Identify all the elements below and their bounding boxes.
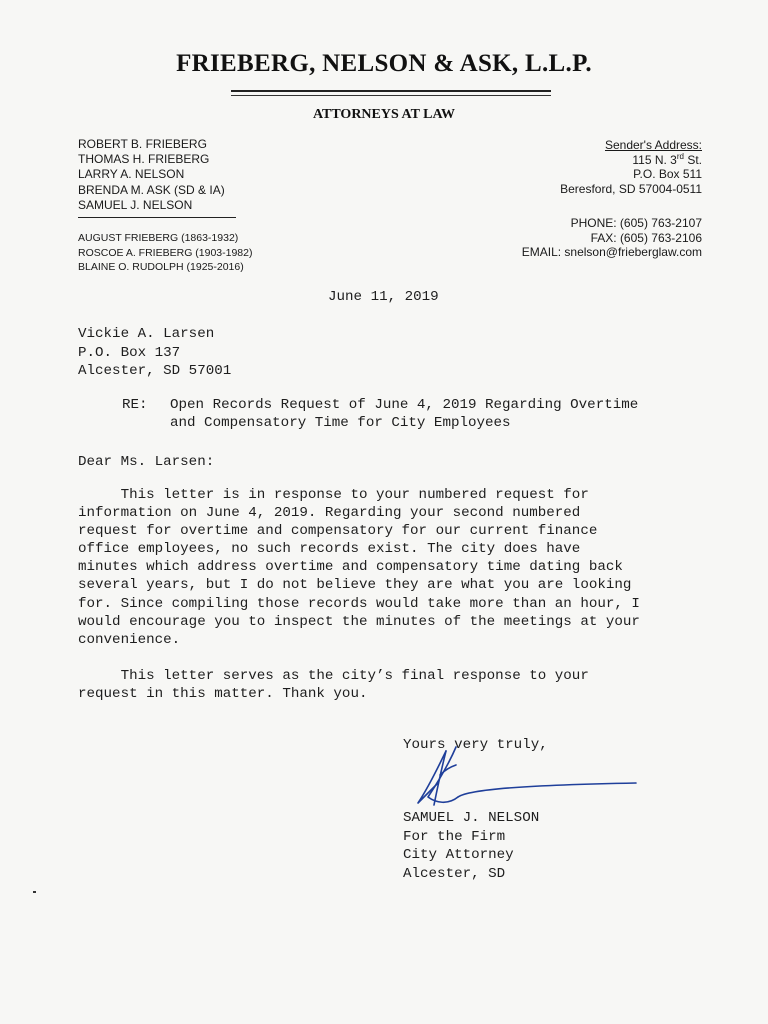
body-line: request for overtime and compensatory for our current finance	[78, 523, 598, 540]
sender-address	[560, 138, 702, 196]
attorney-name: THOMAS H. FRIEBERG	[78, 152, 210, 167]
salutation: Dear Ms. Larsen:	[78, 454, 215, 470]
subject-text: and Compensatory Time for City Employees	[170, 415, 511, 431]
attorney-name: BRENDA M. ASK (SD & IA)	[78, 182, 225, 197]
body-line: minutes which address overtime and compensatory time dating back	[78, 559, 623, 576]
attorney-name: SAMUEL J. NELSON	[78, 197, 193, 212]
contact-info	[522, 216, 702, 260]
email: EMAIL: snelson@frieberglaw.com	[521, 245, 702, 259]
signer-title: City Attorney	[403, 847, 514, 863]
letterhead-rule	[231, 90, 551, 92]
body-line: for. Since compiling those records would take more than an hour, I	[78, 595, 640, 612]
subject-text: Open Records Request of June 4, 2019 Regarding Overtime	[170, 397, 639, 413]
signature-graphic	[410, 745, 640, 815]
past-partners-list	[78, 231, 252, 275]
re-label: RE:	[122, 397, 148, 413]
letter-date: June 11, 2019	[328, 289, 439, 305]
body-line: request in this matter. Thank you.	[78, 686, 368, 703]
firm-name: FRIEBERG, NELSON & ASK, L.L.P.	[176, 50, 592, 77]
sender-city: Beresford, SD 57004-0511	[560, 181, 702, 196]
attorney-list	[78, 137, 225, 213]
attorney-name: LARRY A. NELSON	[78, 167, 185, 182]
body-paragraph-1	[78, 486, 640, 649]
past-partner: ROSCOE A. FRIEBERG (1903-1982)	[78, 246, 253, 259]
signer-location: Alcester, SD	[403, 865, 506, 882]
past-partner: BLAINE O. RUDOLPH (1925-2016)	[78, 261, 244, 273]
signer-line: For the Firm	[403, 828, 506, 845]
firm-tagline: ATTORNEYS AT LAW	[312, 107, 456, 122]
body-line: This letter serves as the city’s final response to your	[78, 668, 589, 684]
phone: PHONE: (605) 763-2107	[570, 216, 702, 230]
attorney-name: ROBERT B. FRIEBERG	[78, 137, 207, 151]
body-line: information on June 4, 2019. Regarding your second numbered	[78, 505, 581, 522]
scan-speck	[33, 891, 36, 893]
body-line: office employees, no such records exist. The city does have	[78, 541, 581, 558]
body-line: several years, but I do not believe they are what you are looking	[78, 577, 632, 594]
signer-name: SAMUEL J. NELSON	[403, 810, 540, 826]
attorney-divider	[78, 217, 236, 218]
closing: Yours very truly,	[403, 737, 548, 753]
body-paragraph-2	[78, 667, 589, 703]
recipient-line: Alcester, SD 57001	[78, 363, 232, 379]
subject-line	[170, 396, 638, 432]
sender-address-label: Sender's Address:	[604, 138, 702, 152]
fax: FAX: (605) 763-2106	[590, 230, 702, 245]
sender-street: 115 N. 3rd St.	[632, 151, 702, 167]
recipient-line: P.O. Box 137	[78, 344, 181, 361]
recipient-line: Vickie A. Larsen	[78, 326, 215, 342]
signature-block	[403, 809, 539, 883]
body-line: convenience.	[78, 631, 181, 648]
recipient-address	[78, 325, 231, 381]
body-line: would encourage you to inspect the minutes of the meetings at your	[78, 613, 640, 630]
sender-po-box: P.O. Box 511	[633, 167, 702, 181]
body-line: This letter is in response to your numbered request for	[78, 487, 589, 503]
past-partner: AUGUST FRIEBERG (1863-1932)	[78, 232, 239, 244]
letterhead-rule-thin	[231, 95, 551, 96]
